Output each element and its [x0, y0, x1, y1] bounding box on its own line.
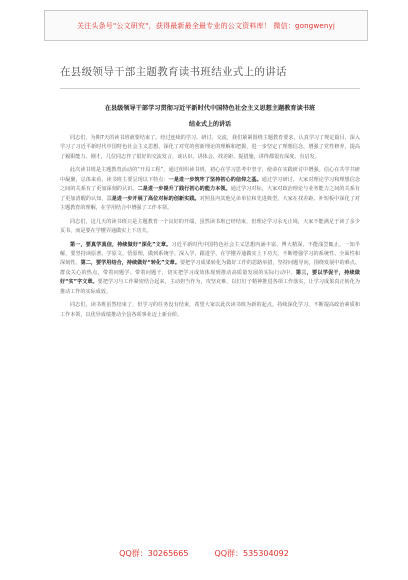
requirement-3-text: 要把学习与工作紧密结合起来，主动担当作为，攻坚克难，以钉钉子精神推进各项工作落实，让学习成果真正转化为推动工作的实际成效。 — [60, 279, 360, 295]
title-divider — [60, 88, 360, 89]
paragraph-2-point-2: 二是进一步提升了践行初心的能力本领。 — [137, 186, 231, 193]
document-subheading: 结业式上的讲话 — [188, 121, 231, 128]
promo-banner-text: 关注头条号"公文研究"，获得最新最全最专业的公文资料库！ 微信：gongwenyj — [76, 21, 336, 30]
paragraph-5: 同志们，读书班虽然结束了，但学习的任务没有结束，希望大家以此次读书班为新的起点，持续深化学习，不断提高政治素质和工作本领，以优异成绩推动全县各项事业迈上新台阶。 — [60, 302, 360, 318]
requirement-1-heading: 第一，要真学真信，持续做好“深化”文章。 — [70, 241, 172, 248]
paragraph-2-text-2: 通过学习对标，大家对政治理论与业务能力之间的关系有了更加清醒的认知， — [60, 186, 360, 202]
qq-group-2: QQ群：535304092 — [214, 549, 289, 558]
page-title: 在县级领导干部主题教育读书班结业式上的讲话 — [60, 66, 287, 78]
requirement-2-text: 要把学习成果转化为做好工作的思路举措，坚持问题导向，围绕发展中的难点、群众关心的热点，带着问题学、带着问题干，切实把学习成效体现到推动高质量发展的实际行动中。 — [60, 260, 360, 276]
paragraph-2-point-3: 三是进一步开展了高位对标的创新实践。 — [106, 195, 200, 202]
paragraph-2-text-3: 对照县内其他兄弟单位和先进典型，大家在找差距、补短板中深化了对主题教育的理解，在学用结合中增强了工作本领。 — [60, 195, 360, 212]
qq-group-1: QQ群：30265665 — [119, 549, 189, 558]
paragraph-2-text-1: 通过学习研讨，大家对理论学习和理想信念之间的关系有了更加深刻的认识。 — [60, 176, 360, 193]
document-body — [60, 134, 360, 544]
paragraph-3-intro: 同志们，这几天的读书班只是主题教育一个良好的开端，虽然读书班已经结束，但理论学习永无止境，大家不能满足于读了多少页书，而是要在学懂弄通做实上下功夫。 — [60, 218, 360, 235]
promo-banner — [44, 10, 368, 41]
paragraph-4 — [60, 241, 360, 298]
requirement-2-heading: 第二，要学用结合，持续做好“转化”文章。 — [80, 260, 180, 267]
footer — [0, 548, 408, 559]
paragraph-2-point-1: 一是进一步筑牢了坚持初心的信仰之基。 — [168, 176, 262, 183]
paragraph-2-intro: 此次读书班是主题教育活动的“开局工程”，通过组织读书班，初心在学习思考中坚守，使命在实践研讨中增强。信心在共学共研中凝聚，总体来看，读书班主要呈现以下特点： — [60, 167, 360, 183]
paragraph-3 — [60, 218, 360, 237]
paragraph-1: 同志们，为期7天的读书班就要结束了。经过连续的学习、研讨、交流，我们紧紧围绕主题教育要求，认真学习了规定篇目，深入学习了习近平新时代中国特色社会主义思想，深化了对党的创新理论的理解和把握，进一步坚定了理想信念，增强了党性修养，提高了履职能力。刚才，几位同志作了很好的交流发言，谈认识、讲体会、找差距、提措施，讲得都很有深度、有启发。 — [60, 135, 360, 160]
document-heading: 在县级领导干部学习贯彻习近平新时代中国特色社会主义思想主题教育读书班 — [104, 105, 316, 112]
requirement-3-heading: 第三，要以学促干，持续做好“实”字文章。 — [60, 269, 360, 286]
paragraph-2 — [60, 166, 360, 213]
requirement-1-text: 习近平新时代中国特色社会主义思想内涵丰富、博大精深，不能浅尝辄止、一知半解，要坚持读原著、学原文、悟原理，做到系统学、深入学、跟进学，在学懂弄通做实上下功夫，不断增强学习的系统性、全面性和深刻性。 — [60, 241, 360, 267]
